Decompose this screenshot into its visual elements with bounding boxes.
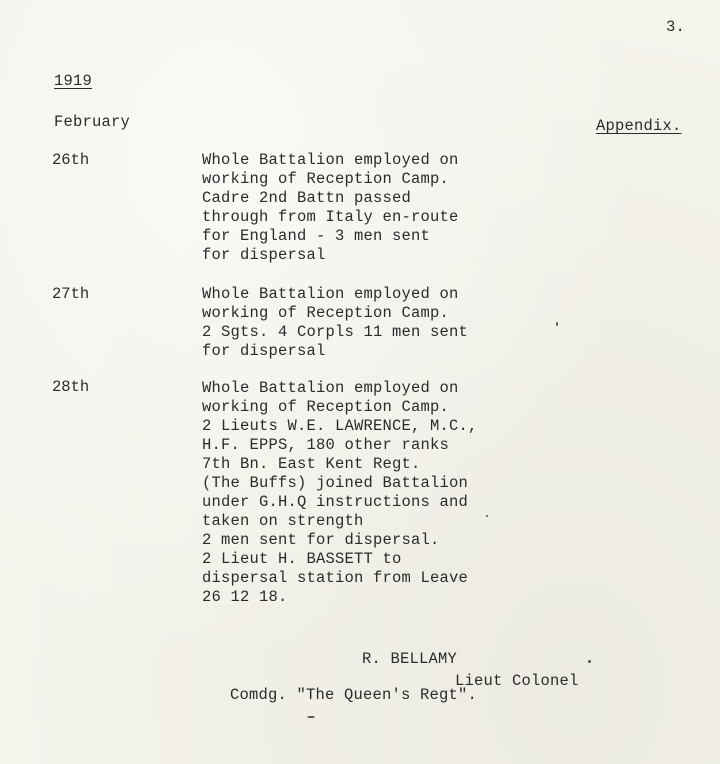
entry-line: working of Reception Camp.: [202, 170, 450, 188]
entry-body: [202, 379, 478, 607]
entry-date: 26th: [52, 151, 90, 169]
entry-line: (The Buffs) joined Battalion: [202, 474, 469, 492]
entry-line: Cadre 2nd Battn passed: [202, 189, 412, 207]
entry-date: 28th: [52, 378, 90, 396]
signature-name: R. BELLAMY: [362, 650, 458, 668]
month-heading: February: [54, 113, 131, 131]
page-number: 3.: [666, 18, 686, 36]
entry-line: 26 12 18.: [202, 588, 288, 606]
entry-line: taken on strength: [202, 512, 364, 530]
paper-speck: [307, 716, 315, 718]
entry-line: Whole Battalion employed on: [202, 379, 459, 397]
year-heading: 1919: [54, 72, 93, 90]
entry-line: for England - 3 men sent: [202, 227, 431, 245]
entry-line: Whole Battalion employed on: [202, 151, 459, 169]
entry-line: H.F. EPPS, 180 other ranks: [202, 436, 450, 454]
signature-rank: Lieut Colonel: [455, 672, 579, 690]
entry-line: 2 Sgts. 4 Corpls 11 men sent: [202, 323, 469, 341]
entry-line: working of Reception Camp.: [202, 304, 450, 322]
entry-line: for dispersal: [202, 342, 326, 360]
entry-line: 2 Lieuts W.E. LAWRENCE, M.C.,: [202, 417, 478, 435]
entry-line: dispersal station from Leave: [202, 569, 469, 587]
paper-speck: [588, 660, 591, 663]
entry-line: working of Reception Camp.: [202, 398, 450, 416]
entry-line: under G.H.Q instructions and: [202, 493, 469, 511]
entry-line: 7th Bn. East Kent Regt.: [202, 455, 421, 473]
paper-speck: [556, 322, 558, 326]
entry-line: 2 men sent for dispersal.: [202, 531, 440, 549]
entry-date: 27th: [52, 285, 90, 303]
entry-line: through from Italy en-route: [202, 208, 459, 226]
paper-speck: [486, 515, 488, 517]
signature-unit: Comdg. "The Queen's Regt".: [230, 686, 478, 704]
appendix-heading: Appendix.: [596, 117, 682, 135]
entry-line: Whole Battalion employed on: [202, 285, 459, 303]
entry-body: [202, 285, 468, 361]
entry-line: for dispersal: [202, 246, 326, 264]
entry-body: [202, 151, 459, 265]
entry-line: 2 Lieut H. BASSETT to: [202, 550, 402, 568]
